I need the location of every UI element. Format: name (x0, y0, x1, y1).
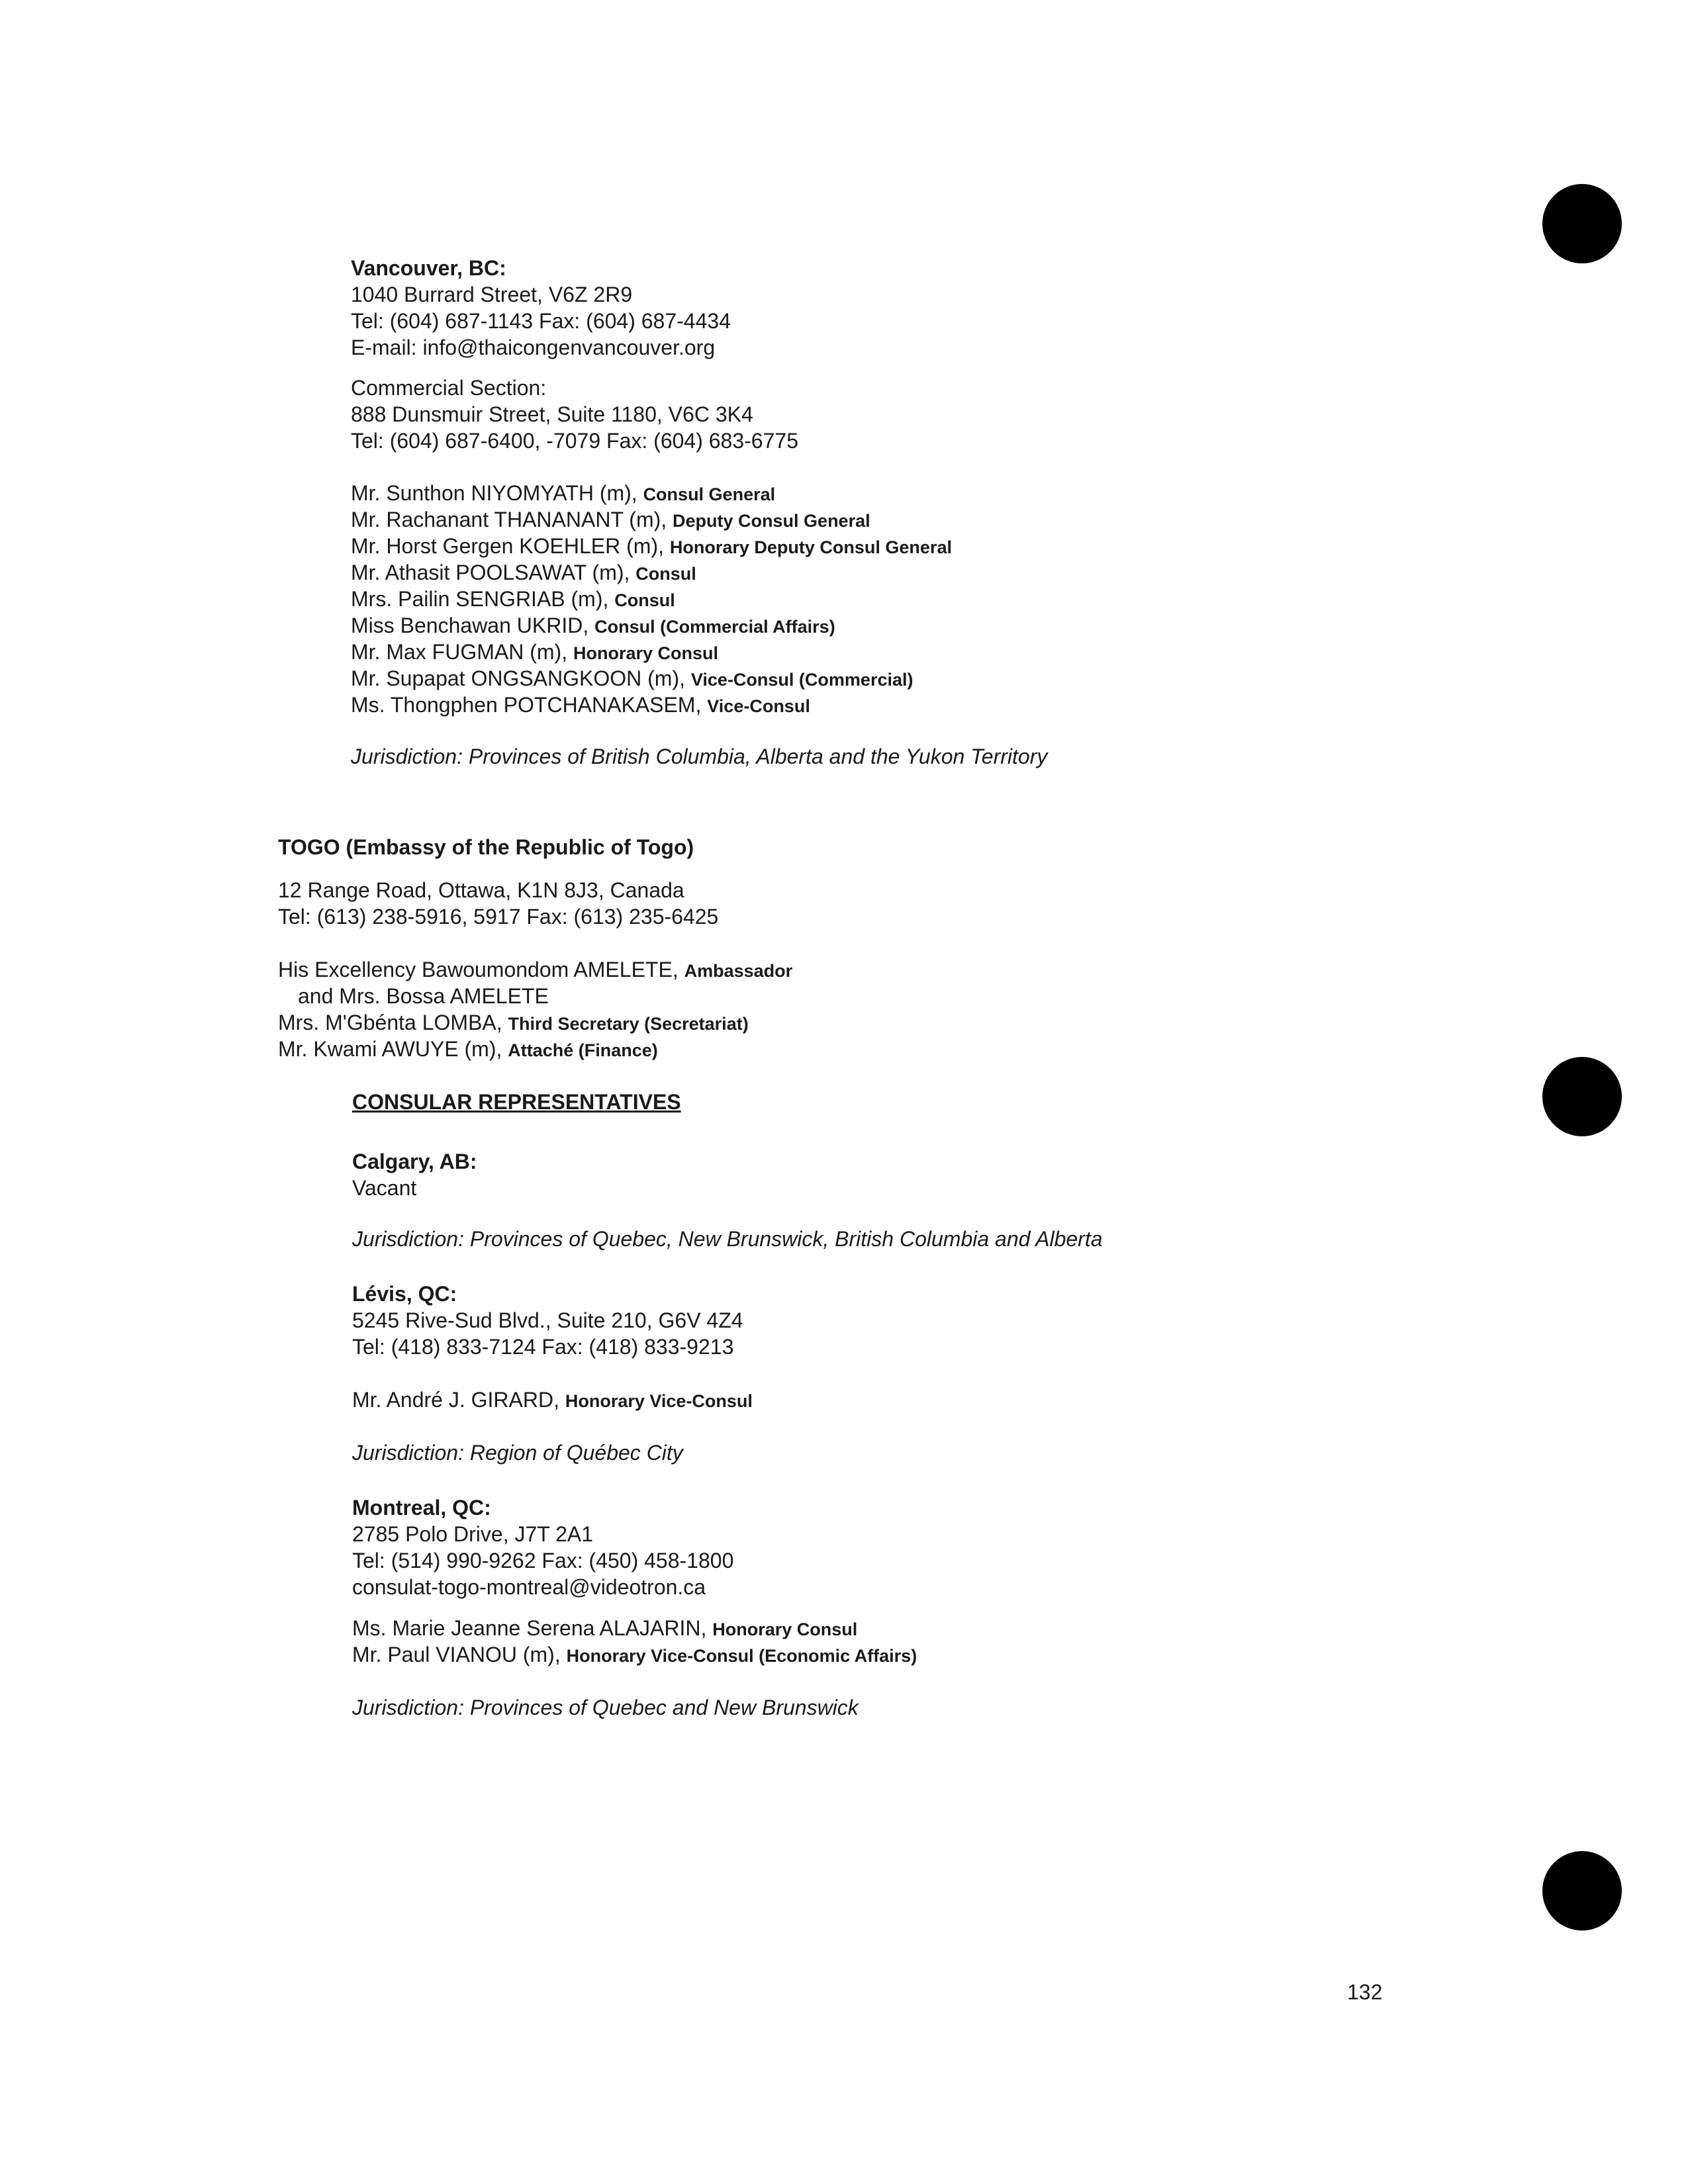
togo-heading: TOGO (Embassy of the Republic of Togo) (278, 835, 694, 859)
levis-tel: Tel: (418) 833-7124 Fax: (418) 833-9213 (352, 1335, 734, 1359)
vancouver-address: 1040 Burrard Street, V6Z 2R9 (351, 283, 633, 306)
levis-staff: Mr. André J. GIRARD, Honorary Vice-Consul (352, 1388, 753, 1412)
punch-hole-top (1542, 184, 1622, 263)
togo-ambassador: His Excellency Bawoumondom AMELETE, Ambassador (278, 958, 793, 981)
staff-line: Mr. Supapat ONGSANGKOON (m), Vice-Consul (Commercial) (351, 666, 914, 690)
vancouver-heading: Vancouver, BC: (351, 256, 506, 280)
calgary-jurisdiction: Jurisdiction: Provinces of Quebec, New Brunswick, British Columbia and Alberta (352, 1227, 1103, 1251)
togo-ambassador-spouse: and Mrs. Bossa AMELETE (298, 984, 549, 1008)
staff-line: Mr. Sunthon NIYOMYATH (m), Consul General (351, 481, 776, 505)
vancouver-commercial-heading: Commercial Section: (351, 376, 547, 400)
staff-line: Mrs. Pailin SENGRIAB (m), Consul (351, 587, 675, 611)
levis-heading: Lévis, QC: (352, 1282, 457, 1306)
staff-line: Mr. Horst Gergen KOEHLER (m), Honorary Deputy Consul General (351, 534, 952, 558)
page-number: 132 (1347, 1980, 1383, 2004)
montreal-tel: Tel: (514) 990-9262 Fax: (450) 458-1800 (352, 1549, 734, 1572)
punch-hole-middle (1542, 1057, 1622, 1136)
punch-hole-bottom (1542, 1851, 1622, 1931)
vancouver-tel: Tel: (604) 687-1143 Fax: (604) 687-4434 (351, 309, 731, 333)
consular-representatives-heading: CONSULAR REPRESENTATIVES (352, 1090, 681, 1114)
vancouver-jurisdiction: Jurisdiction: Provinces of British Columbia, Alberta and the Yukon Territory (351, 745, 1048, 768)
montreal-heading: Montreal, QC: (352, 1496, 491, 1520)
staff-line: Ms. Marie Jeanne Serena ALAJARIN, Honorary Consul (352, 1616, 858, 1640)
calgary-heading: Calgary, AB: (352, 1150, 477, 1173)
montreal-email: consulat-togo-montreal@videotron.ca (352, 1575, 706, 1599)
togo-address: 12 Range Road, Ottawa, K1N 8J3, Canada (278, 878, 684, 902)
vancouver-commercial-address: 888 Dunsmuir Street, Suite 1180, V6C 3K4 (351, 402, 753, 426)
calgary-status: Vacant (352, 1176, 417, 1200)
staff-line: Mr. Max FUGMAN (m), Honorary Consul (351, 640, 718, 664)
staff-line: Mr. Kwami AWUYE (m), Attaché (Finance) (278, 1037, 658, 1061)
staff-line: Mr. Paul VIANOU (m), Honorary Vice-Consul (Economic Affairs) (352, 1643, 917, 1666)
montreal-jurisdiction: Jurisdiction: Provinces of Quebec and New Brunswick (352, 1696, 859, 1719)
staff-line: Mr. Athasit POOLSAWAT (m), Consul (351, 561, 696, 584)
staff-line: Mr. Rachanant THANANANT (m), Deputy Consul General (351, 508, 870, 531)
togo-tel: Tel: (613) 238-5916, 5917 Fax: (613) 235-6425 (278, 905, 719, 929)
staff-line: Miss Benchawan UKRID, Consul (Commercial Affairs) (351, 614, 835, 637)
montreal-address: 2785 Polo Drive, J7T 2A1 (352, 1522, 594, 1546)
levis-jurisdiction: Jurisdiction: Region of Québec City (352, 1441, 683, 1465)
staff-line: Ms. Thongphen POTCHANAKASEM, Vice-Consul (351, 693, 810, 717)
vancouver-commercial-tel: Tel: (604) 687-6400, -7079 Fax: (604) 683-6775 (351, 429, 798, 453)
levis-address: 5245 Rive-Sud Blvd., Suite 210, G6V 4Z4 (352, 1308, 743, 1332)
staff-line: Mrs. M'Gbénta LOMBA, Third Secretary (Secretariat) (278, 1011, 749, 1034)
vancouver-email: E-mail: info@thaicongenvancouver.org (351, 336, 716, 359)
